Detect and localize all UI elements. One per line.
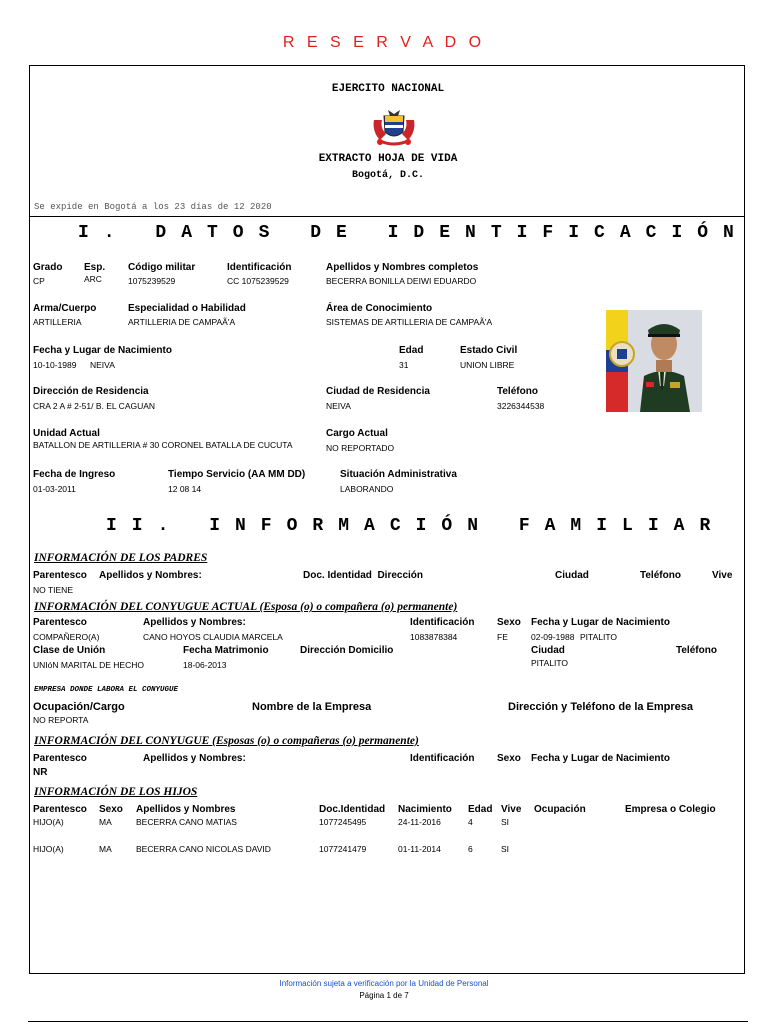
hijos-header-nombres: Apellidos y Nombres [136, 804, 236, 815]
conyuge-header-clase-union: Clase de Unión [33, 645, 106, 656]
empresa-header-nombre: Nombre de la Empresa [252, 701, 372, 713]
label-edad: Edad [399, 345, 424, 356]
conyuges-header-nombres: Apellidos y Nombres: [143, 753, 246, 764]
hijo-edad: 4 [468, 817, 473, 827]
subsection-conyuges: INFORMACIÓN DEL CONYUGUE (Esposas (o) o compañeras (o) permanente) [34, 735, 419, 747]
conyuge-header-parentesco: Parentesco [33, 617, 87, 628]
conyuges-header-sexo: Sexo [497, 753, 521, 764]
empresa-value-ocupacion: NO REPORTA [33, 715, 89, 725]
conyuge-header-telefono: Teléfono [676, 645, 717, 656]
label-esp: Esp. [84, 262, 106, 273]
label-grado: Grado [33, 262, 63, 273]
hijo-sexo: MA [99, 844, 112, 854]
conyuge-value-identificacion: 1083878384 [410, 632, 458, 642]
subsection-hijos: INFORMACIÓN DE LOS HIJOS [34, 786, 198, 798]
empresa-header-direccion: Dirección y Teléfono de la Empresa [508, 701, 694, 713]
label-unidad-actual: Unidad Actual [33, 428, 100, 439]
value-edad: 31 [399, 360, 409, 370]
label-tiempo-servicio: Tiempo Servicio (AA MM DD) [168, 469, 306, 480]
hijos-header-edad: Edad [468, 804, 493, 815]
hijos-header-ocupacion: Ocupación [534, 804, 586, 815]
section-title-family: II. INFORMACIÓN FAMILIAR [106, 516, 726, 536]
value-situacion-administrativa: LABORANDO [340, 484, 394, 494]
value-unidad-actual: BATALLON DE ARTILLERIA # 30 CORONEL BATALLA DE CUCUTA [33, 440, 293, 450]
conyuge-value-clase-union: UNIóN MARITAL DE HECHO [33, 660, 144, 670]
soldier-portrait-photo [606, 310, 702, 412]
conyuge-value-sexo: FE [497, 632, 508, 642]
coat-of-arms-icon [370, 106, 418, 150]
label-estado-civil: Estado Civil [460, 345, 518, 356]
padres-header-telefono: Teléfono [640, 570, 681, 581]
hijo-nacimiento: 24-11-2016 [398, 817, 441, 827]
value-estado-civil: UNION LIBRE [460, 360, 515, 370]
issue-statement: Se expide en Bogotá a los 23 días de 12 2020 [34, 202, 272, 212]
value-identificacion: CC 1075239529 [227, 276, 289, 286]
value-esp: ARC [84, 274, 102, 284]
hijos-header-nacimiento: Nacimiento [398, 804, 452, 815]
hijo-vive: SI [501, 844, 510, 854]
bottom-divider [28, 1021, 748, 1022]
label-direccion: Dirección de Residencia [33, 386, 149, 397]
document-frame [29, 65, 749, 974]
hijo-parentesco: HIJO(A) [33, 844, 64, 854]
label-area-conocimiento: Área de Conocimiento [326, 303, 433, 314]
hijo-parentesco: HIJO(A) [33, 817, 64, 827]
label-situacion-administrativa: Situación Administrativa [340, 469, 457, 480]
padres-header-ciudad: Ciudad [555, 570, 589, 581]
conyuge-header-nombres: Apellidos y Nombres: [143, 617, 246, 628]
conyuge-header-sexo: Sexo [497, 617, 521, 628]
label-nacimiento: Fecha y Lugar de Nacimiento [33, 345, 172, 356]
hijos-header-vive: Vive [501, 804, 522, 815]
label-ciudad-residencia: Ciudad de Residencia [326, 386, 430, 397]
value-tiempo-servicio: 12 08 14 [168, 484, 202, 494]
conyuge-value-nombres: CANO HOYOS CLAUDIA MARCELA [143, 632, 283, 642]
hijos-header-parentesco: Parentesco [33, 804, 87, 815]
value-grado: CP [33, 276, 45, 286]
divider [30, 216, 744, 217]
issue-city: Bogotá, D.C. [351, 170, 424, 181]
conyuges-header-nacimiento: Fecha y Lugar de Nacimiento [531, 753, 670, 764]
conyuge-value-parentesco: COMPAÑERO(A) [33, 632, 100, 642]
hijo-edad: 6 [468, 844, 473, 854]
hijo-nacimiento: 01-11-2014 [398, 844, 441, 854]
value-arma-cuerpo: ARTILLERIA [33, 317, 82, 327]
conyuge-header-direccion: Dirección Domicilio [300, 645, 394, 656]
padres-header-nombres: Apellidos y Nombres: [99, 570, 202, 581]
conyuges-header-parentesco: Parentesco [33, 753, 87, 764]
hijo-sexo: MA [99, 817, 112, 827]
empresa-header-ocupacion: Ocupación/Cargo [33, 701, 125, 713]
hijo-doc: 1077245495 [319, 817, 367, 827]
hijo-doc: 1077241479 [319, 844, 367, 854]
value-fecha-nacimiento: 10-10-1989 [33, 360, 77, 370]
conyuge-value-fecha-matrimonio: 18-06-2013 [183, 660, 227, 670]
hijos-header-sexo: Sexo [99, 804, 123, 815]
page-number: Página 1 de 7 [359, 991, 409, 1000]
organization-name: EJERCITO NACIONAL [331, 83, 445, 95]
conyuge-header-identificacion: Identificación [410, 617, 475, 628]
subsection-empresa-conyuge: EMPRESA DONDE LABORA EL CONYUGUE [34, 686, 179, 694]
value-especialidad: ARTILLERIA DE CAMPAÃ'A [128, 317, 236, 327]
hijos-header-doc: Doc.Identidad [319, 804, 386, 815]
label-telefono: Teléfono [497, 386, 538, 397]
conyuges-value: NR [33, 767, 48, 778]
padres-header-parentesco: Parentesco [33, 570, 87, 581]
subsection-conyuge-actual: INFORMACIÓN DEL CONYUGUE ACTUAL (Esposa (o) o compañera (o) permanente) [34, 601, 458, 613]
hijo-vive: SI [501, 817, 510, 827]
conyuge-header-ciudad: Ciudad [531, 645, 565, 656]
conyuge-value-fecha-nacimiento: 02-09-1988 [531, 632, 575, 642]
padres-value: NO TIENE [33, 585, 73, 595]
value-fecha-ingreso: 01-03-2011 [33, 484, 76, 494]
padres-header-doc-direccion: Doc. Identidad Dirección [303, 570, 424, 581]
value-lugar-nacimiento: NEIVA [90, 360, 115, 370]
value-codigo-militar: 1075239529 [128, 276, 176, 286]
footer-note: Información sujeta a verificación por la Unidad de Personal [279, 979, 489, 988]
label-codigo-militar: Código militar [128, 262, 196, 273]
classification-banner: R E S E R V A D O [282, 34, 486, 51]
hijo-nombres: BECERRA CANO MATIAS [136, 817, 237, 827]
padres-header-vive: Vive [712, 570, 733, 581]
value-nombres: BECERRA BONILLA DEIWI EDUARDO [326, 276, 477, 286]
subsection-padres: INFORMACIÓN DE LOS PADRES [34, 552, 208, 564]
label-arma-cuerpo: Arma/Cuerpo [33, 303, 97, 314]
conyuge-header-fecha-matrimonio: Fecha Matrimonio [183, 645, 269, 656]
label-identificacion: Identificación [227, 262, 292, 273]
value-direccion: CRA 2 A # 2-51/ B. EL CAGUAN [33, 401, 156, 411]
label-especialidad: Especialidad o Habilidad [128, 303, 246, 314]
label-nombres: Apellidos y Nombres completos [326, 262, 479, 273]
value-ciudad-residencia: NEIVA [326, 401, 351, 411]
conyuge-value-lugar-nacimiento: PITALITO [580, 632, 618, 642]
label-fecha-ingreso: Fecha de Ingreso [33, 469, 116, 480]
hijos-header-empresa: Empresa o Colegio [625, 804, 716, 815]
label-cargo-actual: Cargo Actual [326, 428, 388, 439]
conyuges-header-identificacion: Identificación [410, 753, 475, 764]
conyuge-header-nacimiento: Fecha y Lugar de Nacimiento [531, 617, 670, 628]
conyuge-value-ciudad: PITALITO [531, 658, 569, 668]
value-cargo-actual: NO REPORTADO [326, 443, 395, 453]
value-telefono: 3226344538 [497, 401, 545, 411]
section-title-identification: I. DATOS DE IDENTIFICACIÓN [78, 223, 749, 243]
document-title: EXTRACTO HOJA DE VIDA [318, 153, 458, 165]
hijo-nombres: BECERRA CANO NICOLAS DAVID [136, 844, 271, 854]
value-area-conocimiento: SISTEMAS DE ARTILLERIA DE CAMPAÃ'A [326, 317, 493, 327]
